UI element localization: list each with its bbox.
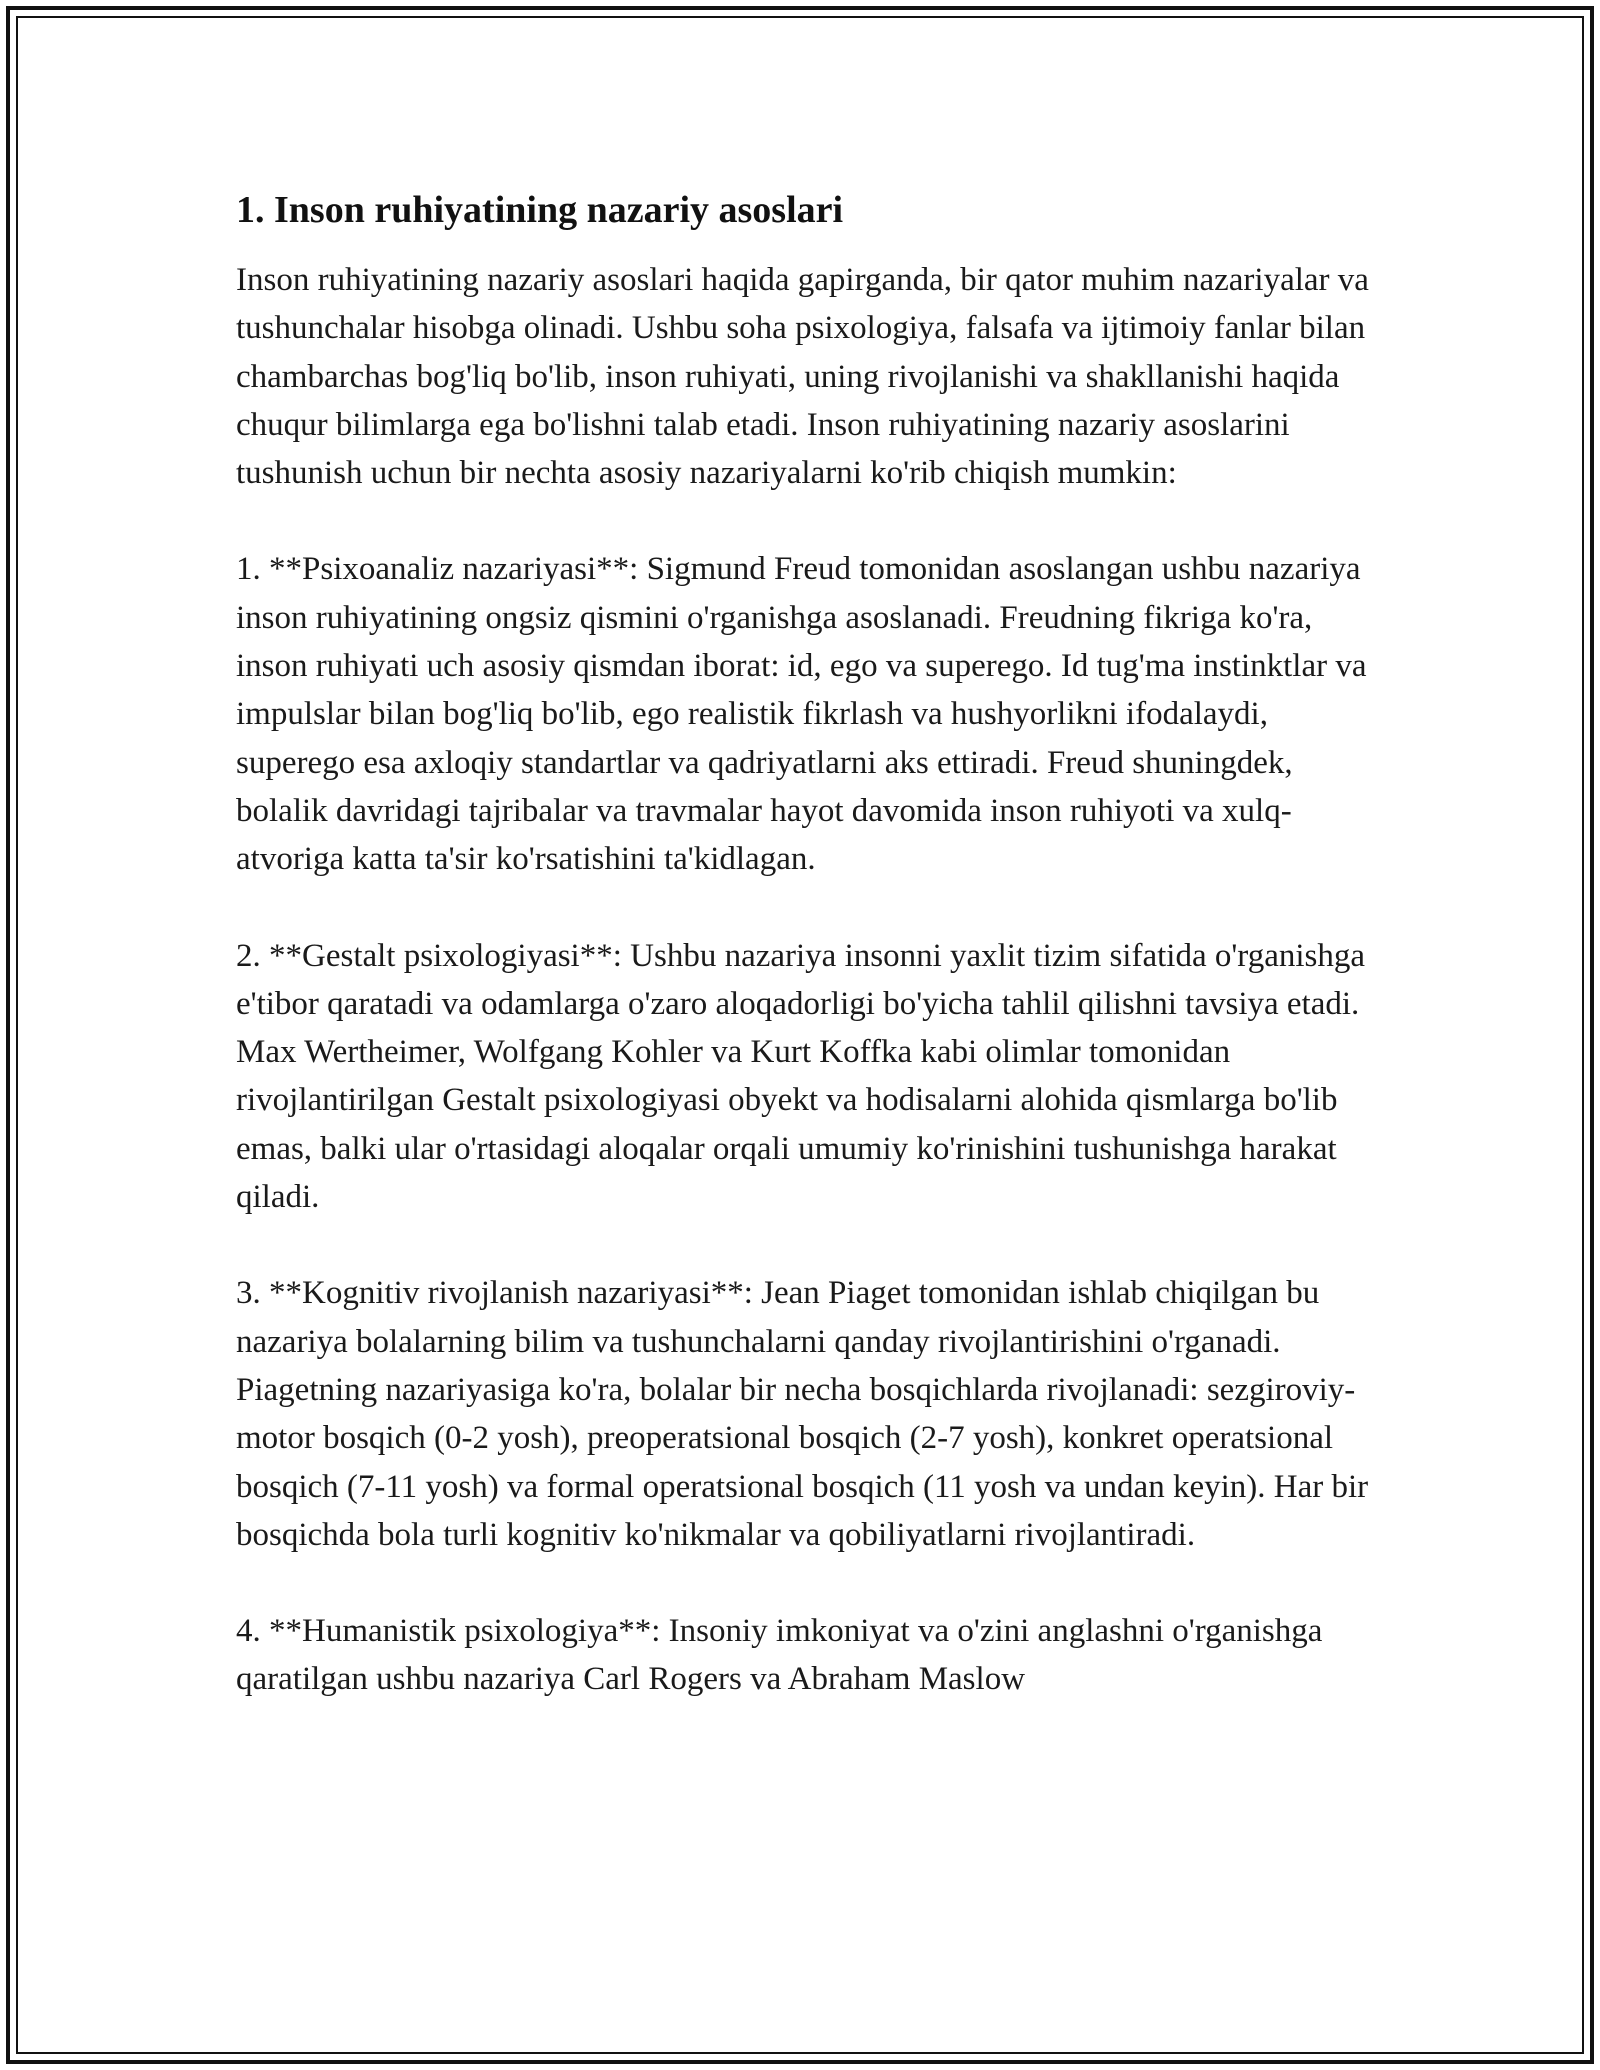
- cognitive-development-paragraph: 3. **Kognitiv rivojlanish nazariyasi**: Jean Piaget tomonidan ishlab chiqilgan bu nazariya bolalarning bilim va tushunchalarni qanday rivojlantirishini o'rganadi. Piagetning nazariyasiga ko'ra, bolalar bir necha bosqichlarda rivojlanadi: sezgiroviy-motor bosqich (0-2 yosh), preoperatsional bosqich (2-7 yosh), konkret operatsional bosqich (7-11 yosh) va formal operatsional bosqich (11 yosh va undan keyin). Har bir bosqichda bola turli kognitiv ko'nikmalar va qobiliyatlarni rivojlantiradi.: [236, 1275, 1369, 1553]
- humanistic-paragraph: 4. **Humanistik psixologiya**: Insoniy imkoniyat va o'zini anglashni o'rganishga qaratilgan ushbu nazariya Carl Rogers va Abraham Maslow: [236, 1613, 1323, 1698]
- section-heading: 1. Inson ruhiyatining nazariy asoslari: [236, 189, 844, 231]
- intro-paragraph: Inson ruhiyatining nazariy asoslari haqida gapirganda, bir qator muhim nazariyalar va tushunchalar hisobga olinadi. Ushbu soha psixologiya, falsafa va ijtimoiy fanlar bilan chambarchas bog'liq bo'lib, inson ruhiyati, uning rivojlanishi va shakllanishi haqida chuqur bilimlarga ega bo'lishni talab etadi. Inson ruhiyatining nazariy asoslarini tushunish uchun bir nechta asosiy nazariyalarni ko'rib chiqish mumkin:: [236, 262, 1369, 492]
- document-body: [236, 186, 1376, 1704]
- gestalt-paragraph: 2. **Gestalt psixologiyasi**: Ushbu nazariya insonni yaxlit tizim sifatida o'rganishga e'tibor qaratadi va odamlarga o'zaro aloqadorligi bo'yicha tahlil qilishni tavsiya etadi. Max Wertheimer, Wolfgang Kohler va Kurt Koffka kabi olimlar tomonidan rivojlantirilgan Gestalt psixologiyasi obyekt va hodisalarni alohida qismlarga bo'lib emas, balki ular o'rtasidagi aloqalar orqali umumiy ko'rinishini tushunishga harakat qiladi.: [236, 937, 1365, 1216]
- psychoanalysis-paragraph: 1. **Psixoanaliz nazariyasi**: Sigmund Freud tomonidan asoslangan ushbu nazariya inson ruhiyatining ongsiz qismini o'rganishga asoslanadi. Freudning fikriga ko'ra, inson ruhiyati uch asosiy qismdan iborat: id, ego va superego. Id tug'ma instinktlar va impulslar bilan bog'liq bo'lib, ego realistik fikrlash va hushyorlikni ifodalaydi, superego esa axloqiy standartlar va qadriyatlarni aks ettiradi. Freud shuningdek, bolalik davridagi tajribalar va travmalar hayot davomida inson ruhiyoti va xulq-atvoriga katta ta'sir ko'rsatishini ta'kidlagan.: [236, 551, 1367, 878]
